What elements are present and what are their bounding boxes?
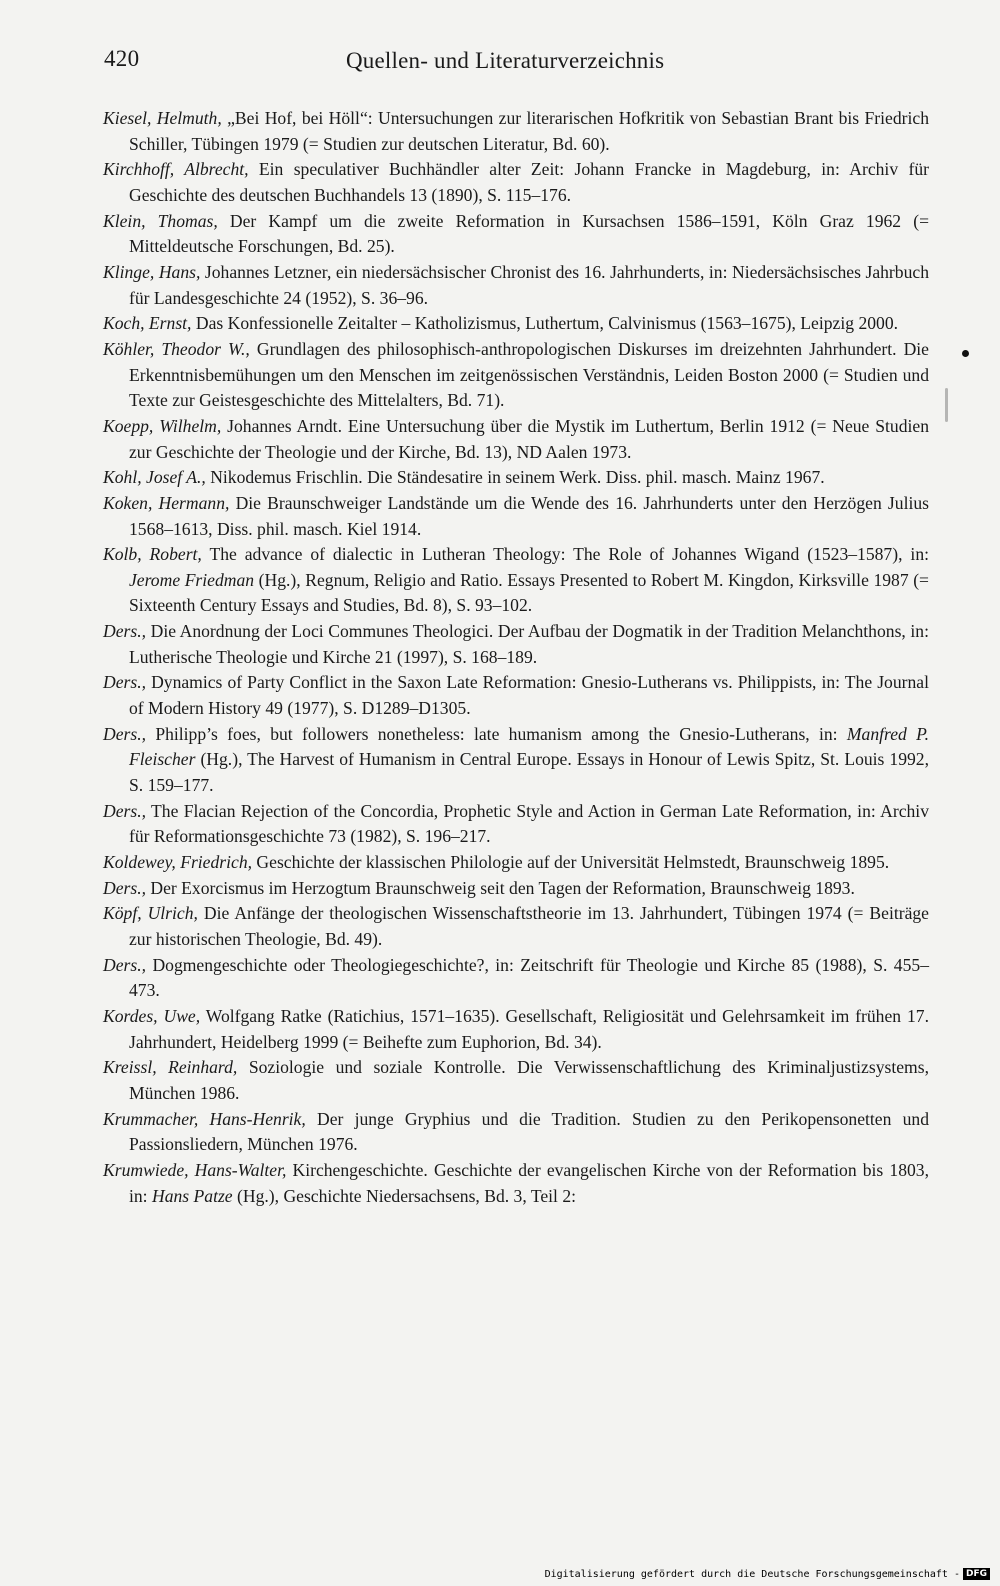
entry-author: Kordes, Uwe, [103, 1005, 201, 1026]
entry-text: The Flacian Rejection of the Concordia, Prophetic Style and Action in German Late Reformation, in: Archiv für Reformationsgeschichte 73 (1982), S. 196–217. [129, 800, 929, 847]
entry-text: Der Exorcismus im Herzogtum Braunschweig seit den Tagen der Reformation, Braunschweig 1893. [146, 877, 855, 898]
entry-text-continued: (Hg.), Geschichte Niedersachsens, Bd. 3, Teil 2: [232, 1185, 577, 1206]
entry-author: Kiesel, Helmuth, [103, 108, 222, 128]
digitization-footer [545, 1568, 990, 1580]
entry-text: Das Konfessionelle Zeitalter – Katholizismus, Luthertum, Calvinismus (1563–1675), Leipzig 2000. [191, 313, 899, 334]
entry-text: Ein speculativer Buchhändler alter Zeit: Johann Francke in Magdeburg, in: Archiv für Geschichte des deutschen Buchhandels 13 (1890), S. 115–176. [129, 159, 929, 205]
bibliography-entry [103, 1107, 929, 1158]
bibliography-entry [103, 1004, 929, 1055]
margin-dot-mark [962, 350, 969, 357]
entry-text: Kirchengeschichte. Geschichte der evangelischen Kirche von der Reformation bis 1803, in: [129, 1159, 929, 1206]
entry-author: Klein, Thomas, [103, 210, 218, 231]
bibliography-entry [103, 260, 929, 311]
entry-editor: Jerome Friedman [129, 569, 255, 590]
bibliography-entry [103, 1158, 929, 1209]
bibliography-entry [103, 850, 929, 876]
entry-text: Philipp’s foes, but followers nonetheless: late humanism among the Gnesio-Lutherans, in: [146, 723, 847, 744]
bibliography-entry [103, 157, 929, 208]
entry-text: Die Anordnung der Loci Communes Theologici. Der Aufbau der Dogmatik in der Tradition Melanchthons, in: Lutherische Theologie und Kirche 21 (1997), S. 168–189. [129, 621, 929, 667]
entry-author: Koken, Hermann, [103, 492, 230, 513]
bibliography-list [103, 106, 929, 1209]
entry-editor: Manfred P. Fleischer [129, 723, 929, 770]
entry-author: Köpf, Ulrich, [103, 903, 198, 924]
bibliography-entry [103, 542, 929, 619]
entry-author: Ders., [103, 723, 147, 744]
entry-editor: Hans Patze [151, 1185, 233, 1206]
bibliography-entry [103, 901, 929, 952]
entry-author: Ders., [103, 800, 147, 821]
entry-author: Ders., [103, 621, 147, 642]
bibliography-entry [103, 465, 929, 491]
entry-author: Koldewey, Friedrich, [103, 852, 253, 873]
bibliography-entry [103, 414, 929, 465]
entry-author: Kolb, Robert, [103, 544, 202, 565]
entry-author: Kreissl, Reinhard, [103, 1057, 238, 1078]
entry-text: Johannes Letzner, ein niedersächsischer Chronist des 16. Jahrhunderts, in: Niedersächsisches Jahrbuch für Landesgeschichte 24 (1952), S. 36–96. [129, 261, 929, 308]
entry-text: Der Kampf um die zweite Reformation in Kursachsen 1586–1591, Köln Graz 1962 (= Mitteldeutsche Forschungen, Bd. 25). [129, 210, 929, 257]
bibliography-entry [103, 1055, 929, 1106]
bibliography-entry [103, 876, 929, 902]
bibliography-entry [103, 209, 929, 260]
bibliography-entry [103, 337, 929, 414]
entry-text: Der junge Gryphius und die Tradition. Studien zu den Perikopensonetten und Passionsliedern, München 1976. [129, 1108, 929, 1155]
page-number: 420 [104, 46, 140, 71]
entry-text: The advance of dialectic in Lutheran Theology: The Role of Johannes Wigand (1523–1587), in: [201, 544, 929, 565]
entry-text-continued: (Hg.), The Harvest of Humanism in Central Europe. Essays in Honour of Lewis Spitz, St. Louis 1992, S. 159–177. [129, 749, 929, 796]
entry-author: Krumwiede, Hans-Walter, [103, 1159, 287, 1180]
bibliography-entry [103, 619, 929, 670]
entry-author: Kirchhoff, Albrecht, [103, 159, 249, 180]
entry-text: Johannes Arndt. Eine Untersuchung über die Mystik im Luthertum, Berlin 1912 (= Neue Studien zur Geschichte der Theologie und der Kirche, Bd. 13), ND Aalen 1973. [129, 415, 929, 462]
bibliography-entry [103, 311, 929, 337]
entry-author: Ders., [103, 954, 147, 975]
running-head: Quellen- und Literaturverzeichnis [346, 48, 665, 73]
bibliography-entry [103, 953, 929, 1004]
entry-author: Koch, Ernst, [103, 313, 192, 334]
entry-text: „Bei Hof, bei Höll“: Untersuchungen zur literarischen Hofkritik von Sebastian Brant bis Friedrich Schiller, Tübingen 1979 (= Studien zur deutschen Literatur, Bd. 60). [129, 108, 929, 154]
entry-author: Krummacher, Hans-Henrik, [103, 1108, 306, 1129]
entry-text: Die Anfänge der theologischen Wissenschaftstheorie im 13. Jahrhundert, Tübingen 1974 (= Beiträge zur historischen Theologie, Bd. 49). [129, 903, 929, 949]
bibliography-entry [103, 491, 929, 542]
entry-author: Klinge, Hans, [103, 261, 201, 282]
bibliography-entry [103, 670, 929, 721]
entry-text-continued: (Hg.), Regnum, Religio and Ratio. Essays Presented to Robert M. Kingdon, Kirksville 1987 (= Sixteenth Century Essays and Studies, Bd. 8), S. 93–102. [129, 569, 929, 616]
bibliography-entry [103, 799, 929, 850]
margin-bleed-mark [945, 388, 948, 422]
entry-text: Geschichte der klassischen Philologie auf der Universität Helmstedt, Braunschweig 1895. [252, 852, 890, 873]
dfg-logo-icon: DFG [963, 1568, 990, 1580]
bibliography-entry [103, 106, 929, 157]
entry-text: Dogmengeschichte oder Theologiegeschichte?, in: Zeitschrift für Theologie und Kirche 85 (1988), S. 455–473. [129, 954, 929, 1001]
entry-author: Kohl, Josef A., [103, 467, 206, 488]
entry-author: Köhler, Theodor W., [103, 338, 250, 359]
entry-text: Die Braunschweiger Landstände um die Wende des 16. Jahrhunderts unter den Herzögen Julius 1568–1613, Diss. phil. masch. Kiel 1914. [129, 492, 929, 539]
entry-text: Wolfgang Ratke (Ratichius, 1571–1635). Gesellschaft, Religiosität und Gelehrsamkeit im frühen 17. Jahrhundert, Heidelberg 1999 (= Beihefte zum Euphorion, Bd. 34). [129, 1005, 929, 1052]
entry-text: Nikodemus Frischlin. Die Ständesatire in seinem Werk. Diss. phil. masch. Mainz 1967. [205, 467, 825, 488]
entry-text: Soziologie und soziale Kontrolle. Die Verwissenschaftlichung des Kriminaljustizsystems, München 1986. [129, 1057, 929, 1103]
entry-author: Ders., [103, 877, 147, 898]
entry-text: Grundlagen des philosophisch-anthropologischen Diskurses im dreizehnten Jahrhundert. Die Erkenntnisbemühungen um den Menschen im zeitgenössischen Verständnis, Leiden Boston 2000 (= Studien und Texte zur Geistesgeschichte des Mittelalters, Bd. 71). [129, 338, 929, 411]
entry-text: Dynamics of Party Conflict in the Saxon Late Reformation: Gnesio-Lutherans vs. Philippists, in: The Journal of Modern History 49 (1977), S. D1289–D1305. [129, 672, 929, 719]
entry-author: Ders., [103, 672, 147, 693]
bibliography-entry [103, 722, 929, 799]
entry-author: Koepp, Wilhelm, [103, 415, 222, 436]
footer-credit: Digitalisierung gefördert durch die Deutsche Forschungsgemeinschaft - [544, 1568, 960, 1580]
